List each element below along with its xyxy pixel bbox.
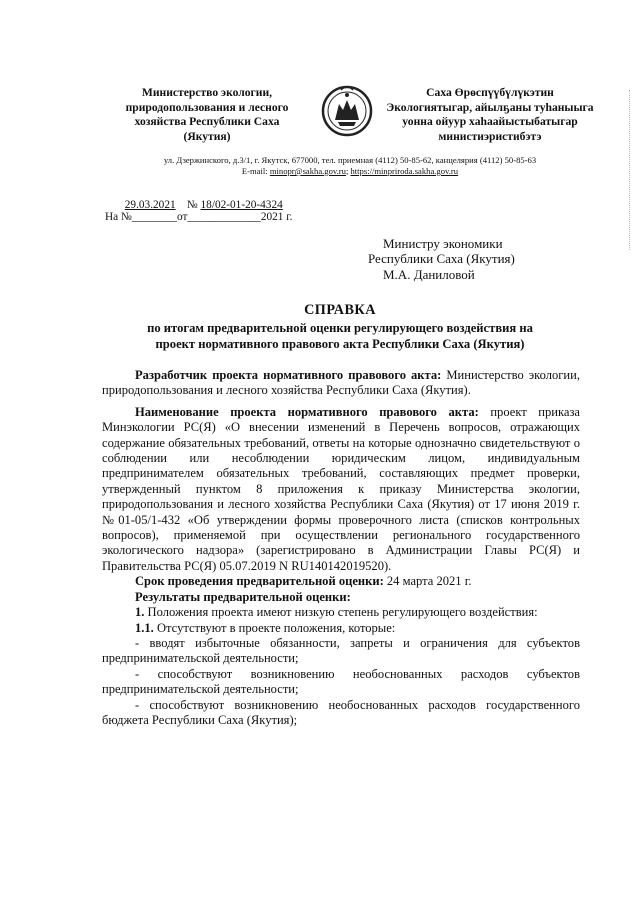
registration-block: 29.03.2021 № 18/02-01-20-4324 На №________от_____________2021 г. <box>105 199 293 223</box>
ministry-name-yakut: Саха Өрөспүүбүлүкэтин Экологиятыгар, айылҕаны туһаныыга уонна ойуур хаһаайыстыбатыгар министиэристибэтэ <box>386 86 594 143</box>
email-link[interactable]: minopr@sakha.gov.ru <box>269 166 346 176</box>
results-heading: Результаты предварительной оценки: <box>135 589 351 604</box>
emblem-icon <box>321 80 373 142</box>
term-paragraph: Срок проведения предварительной оценки: 24 марта 2021 г. <box>135 574 472 589</box>
list-item: - способствуют возникновению необоснованных расходов субъектов предпринимательской деятельности; <box>102 666 580 697</box>
act-name-paragraph: Наименование проекта нормативного правового акта: проект приказа Минэкологии РС(Я) «О внесении изменений в Перечень вопросов, отражающих содержание обязательных требований, ответы на которые однозначно свидетельствуют о соблюдении или несоблюдении юридическим лицом, индивидуальным предпринимателем обязательных требований, составляющих предмет проверки, утвержденный пунктом 8 приложения к приказу Министерства экологии, природопользования и лесного хозяйства Республики Саха (Якутия) от 17 июня 2019 г. №01-05/1-432 «Об утверждении формы проверочного листа (списков контрольных вопросов), применяемой при осуществлении регионального государственного экологического надзора» (зарегистрировано в Администрации Главы РС(Я) и Правительства РС(Я) 05.07.2019 N RU140142019520). <box>102 404 580 573</box>
document-body <box>102 368 580 728</box>
document-date: 29.03.2021 <box>124 199 176 211</box>
document-number: 18/02-01-20-4324 <box>200 199 283 211</box>
point-1-1: 1.1. Отсутствуют в проекте положения, которые: <box>135 620 396 635</box>
scan-edge-artifact <box>629 90 632 250</box>
developer-paragraph: Разработчик проекта нормативного правового акта: Министерство экологии, природопользования и лесного хозяйства Республики Саха (Якутия). <box>102 368 580 398</box>
list-item: - вводят избыточные обязанности, запреты и ограничения для субъектов предпринимательской деятельности; <box>102 635 580 666</box>
document-title: СПРАВКА <box>304 302 376 318</box>
document-subtitle: по итогам предварительной оценки регулирующего воздействия на проект нормативного правового акта Республики Саха (Якутия) <box>147 321 533 351</box>
list-item: - способствуют возникновению необоснованных расходов государственного бюджета Республики Саха (Якутия); <box>102 697 580 727</box>
ministry-address: ул. Дзержинского, д.3/1, г. Якутск, 677000, тел. приемная (4112) 50-85-62, канцелярия (4112) 50-85-63 E-mail: minopr@sakha.gov.ru; https://minpriroda.sakha.gov.ru <box>163 155 537 176</box>
addressee: Министру экономики Республики Саха (Якутия) М.А. Даниловой <box>368 236 515 282</box>
ministry-name-russian: Министерство экологии, природопользования и лесного хозяйства Республики Саха (Якутия) <box>125 86 289 143</box>
website-link[interactable]: https://minpriroda.sakha.gov.ru <box>350 166 459 176</box>
point-1: 1. Положения проекта имеют низкую степень регулирующего воздействия: <box>135 605 538 620</box>
